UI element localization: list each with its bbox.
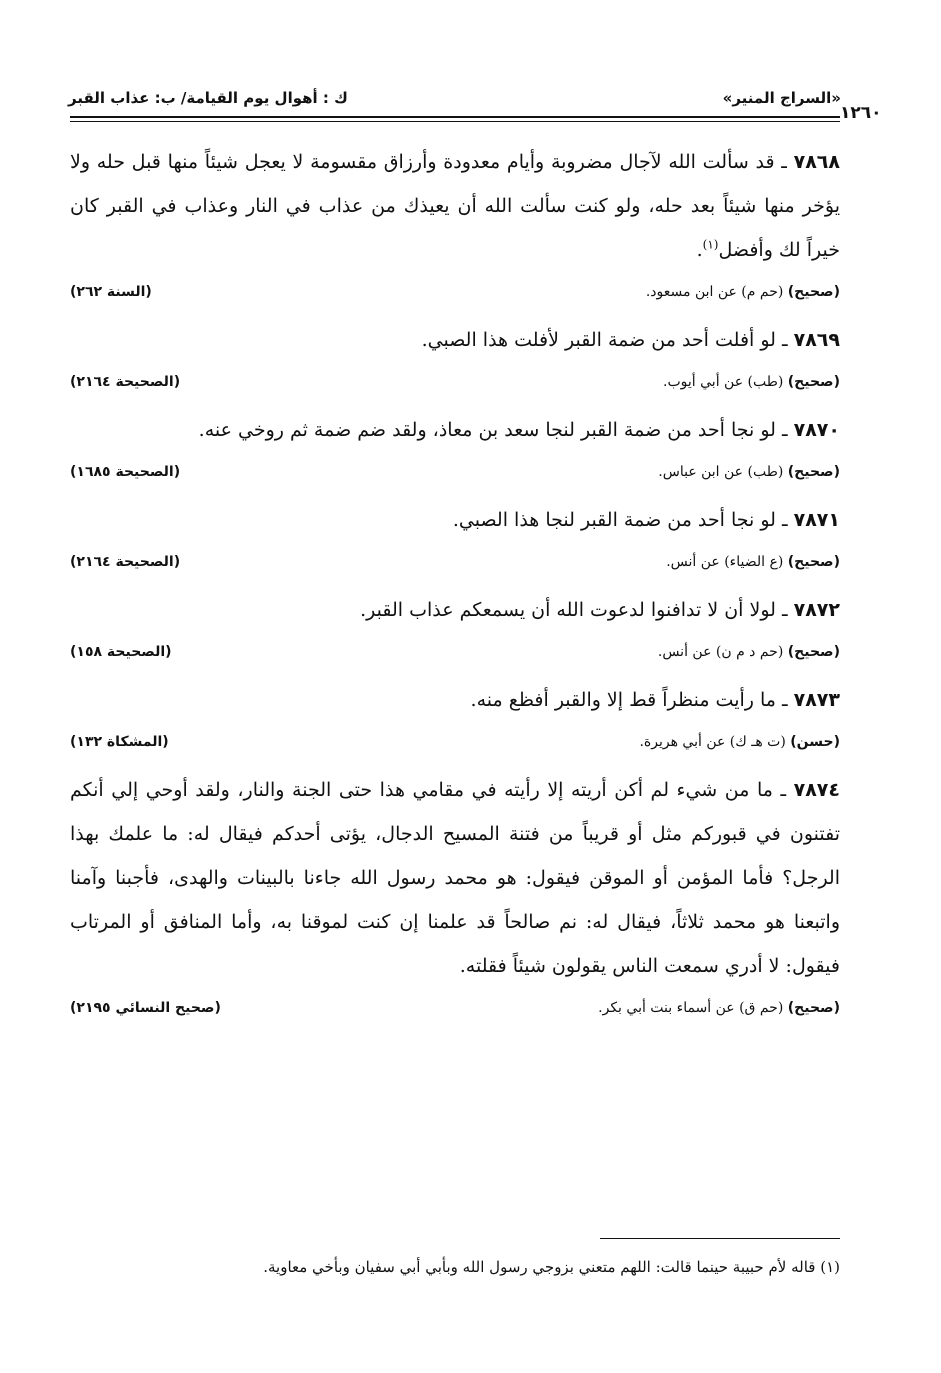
hadith-narration: (طب) عن أبي أيوب. bbox=[663, 374, 784, 390]
hadith-text: لو نجا أحد من ضمة القبر لنجا هذا الصبي. bbox=[452, 509, 776, 531]
hadith-narration: (حم ق) عن أسماء بنت أبي بكر. bbox=[598, 1000, 784, 1016]
footnote-mark: (١) bbox=[820, 1258, 840, 1276]
hadith-grade: (صحيح) bbox=[787, 284, 840, 300]
separator: ـ bbox=[775, 599, 794, 621]
hadith-number: ٧٨٧٣ bbox=[793, 689, 840, 711]
hadith-entry bbox=[70, 498, 840, 542]
footnote-mark: (١) bbox=[702, 237, 719, 252]
hadith-list bbox=[70, 140, 840, 1034]
footnote-rule bbox=[600, 1238, 840, 1239]
hadith-text: قد سألت الله لآجال مضروبة وأيام معدودة وأرزاق مقسومة لا يعجل شيئاً منها قبل حله ولا يؤخر منها شيئاً بعد حله، ولو كنت سألت الله أن يعيذك من عذاب في النار وعذاب في القبر كان خيراً لك وأفضل bbox=[70, 151, 840, 261]
separator: ـ bbox=[775, 419, 794, 441]
hadith-grade: (صحيح) bbox=[787, 464, 840, 480]
hadith-grade: (صحيح) bbox=[787, 644, 840, 660]
hadith-grade: (صحيح) bbox=[787, 374, 840, 390]
footnote-text: قاله لأم حبيبة حينما قالت: اللهم متعني بزوجي رسول الله وبأبي أبي سفيان وبأخي معاوية. bbox=[263, 1258, 816, 1276]
hadith-source bbox=[70, 452, 840, 492]
separator: ـ bbox=[775, 509, 794, 531]
hadith-reference: (الصحيحة ١٥٨) bbox=[70, 644, 172, 660]
hadith-narration: (حم د م ن) عن أنس. bbox=[657, 644, 784, 660]
header-rule bbox=[70, 116, 840, 118]
hadith-number: ٧٨٦٩ bbox=[793, 329, 840, 351]
hadith-source bbox=[70, 722, 840, 762]
separator: ـ bbox=[775, 689, 794, 711]
hadith-number: ٧٨٧٢ bbox=[793, 599, 840, 621]
running-header bbox=[68, 86, 841, 110]
hadith-source bbox=[70, 988, 840, 1028]
hadith-text: ما من شيء لم أكن أريته إلا رأيته في مقامي هذا حتى الجنة والنار، ولقد أوحي إلي أنكم تفتنون في قبوركم مثل أو قريباً من فتنة المسيح الدجال، يؤتى أحدكم فيقال له: ما علمك بهذا الرجل؟ فأما المؤمن أو الموقن فيقول: هو محمد رسول الله جاءنا بالبينات والهدى، فأجبنا وآمنا واتبعنا هو محمد ثلاثاً، فيقال له: نم صالحاً قد علمنا إن كنت لموقنا به، وأما المنافق أو المرتاب فيقول: لا أدري سمعت الناس يقولون شيئاً فقلته. bbox=[70, 779, 840, 977]
separator: ـ bbox=[772, 779, 794, 801]
separator: ـ bbox=[775, 329, 794, 351]
hadith-entry bbox=[70, 408, 840, 452]
hadith-reference: (الصحيحة ١٦٨٥) bbox=[70, 464, 181, 480]
header-rule-thin bbox=[70, 121, 840, 122]
hadith-reference: (الصحيحة ٢١٦٤) bbox=[70, 554, 181, 570]
hadith-source bbox=[70, 272, 840, 312]
hadith-text: ما رأيت منظراً قط إلا والقبر أفظع منه. bbox=[470, 689, 776, 711]
hadith-entry bbox=[70, 678, 840, 722]
hadith-reference: (المشكاة ١٣٢) bbox=[70, 734, 169, 750]
hadith-source bbox=[70, 542, 840, 582]
hadith-narration: (حم م) عن ابن مسعود. bbox=[645, 284, 784, 300]
hadith-narration: (ت هـ ك) عن أبي هريرة. bbox=[639, 734, 786, 750]
hadith-number: ٧٨٦٨ bbox=[793, 151, 840, 173]
hadith-entry bbox=[70, 318, 840, 362]
hadith-source bbox=[70, 632, 840, 672]
chapter-title: ك : أهوال يوم القيامة/ ب: عذاب القبر bbox=[68, 89, 348, 107]
hadith-number: ٧٨٧١ bbox=[793, 509, 840, 531]
hadith-entry bbox=[70, 588, 840, 632]
hadith-entry: ٧٨٦٨ ـ قد سألت الله لآجال مضروبة وأيام معدودة وأرزاق مقسومة لا يعجل شيئاً منها قبل حله ولا يؤخر منها شيئاً بعد حله، ولو كنت سألت الله أن يعيذك من عذاب في النار وعذاب في القبر كان خيراً لك وأفضل$^{(١)}$. bbox=[70, 151, 840, 261]
hadith-grade: (حسن) bbox=[790, 734, 840, 750]
book-title: «السراج المنير» bbox=[722, 89, 841, 107]
separator: ـ bbox=[774, 151, 794, 173]
hadith-number: ٧٨٧٠ bbox=[793, 419, 840, 441]
hadith-text: لو أفلت أحد من ضمة القبر لأفلت هذا الصبي. bbox=[421, 329, 776, 351]
hadith-narration: (طب) عن ابن عباس. bbox=[658, 464, 784, 480]
hadith-narration: (ع الضياء) عن أنس. bbox=[666, 554, 784, 570]
hadith-grade: (صحيح) bbox=[787, 1000, 840, 1016]
hadith-source bbox=[70, 362, 840, 402]
hadith-reference: (الصحيحة ٢١٦٤) bbox=[70, 374, 181, 390]
hadith-number: ٧٨٧٤ bbox=[793, 779, 840, 801]
hadith-reference: (السنة ٢٦٢) bbox=[70, 284, 152, 300]
hadith-reference: (صحيح النسائي ٢١٩٥) bbox=[70, 1000, 221, 1016]
page-number: ١٢٦٠ bbox=[840, 103, 882, 123]
hadith-entry bbox=[70, 768, 840, 988]
footnote bbox=[70, 1258, 840, 1276]
hadith-text: لو نجا أحد من ضمة القبر لنجا سعد بن معاذ، ولقد ضم ضمة ثم روخي عنه. bbox=[198, 419, 776, 441]
hadith-text: لولا أن لا تدافنوا لدعوت الله أن يسمعكم عذاب القبر. bbox=[360, 599, 776, 621]
hadith-grade: (صحيح) bbox=[787, 554, 840, 570]
